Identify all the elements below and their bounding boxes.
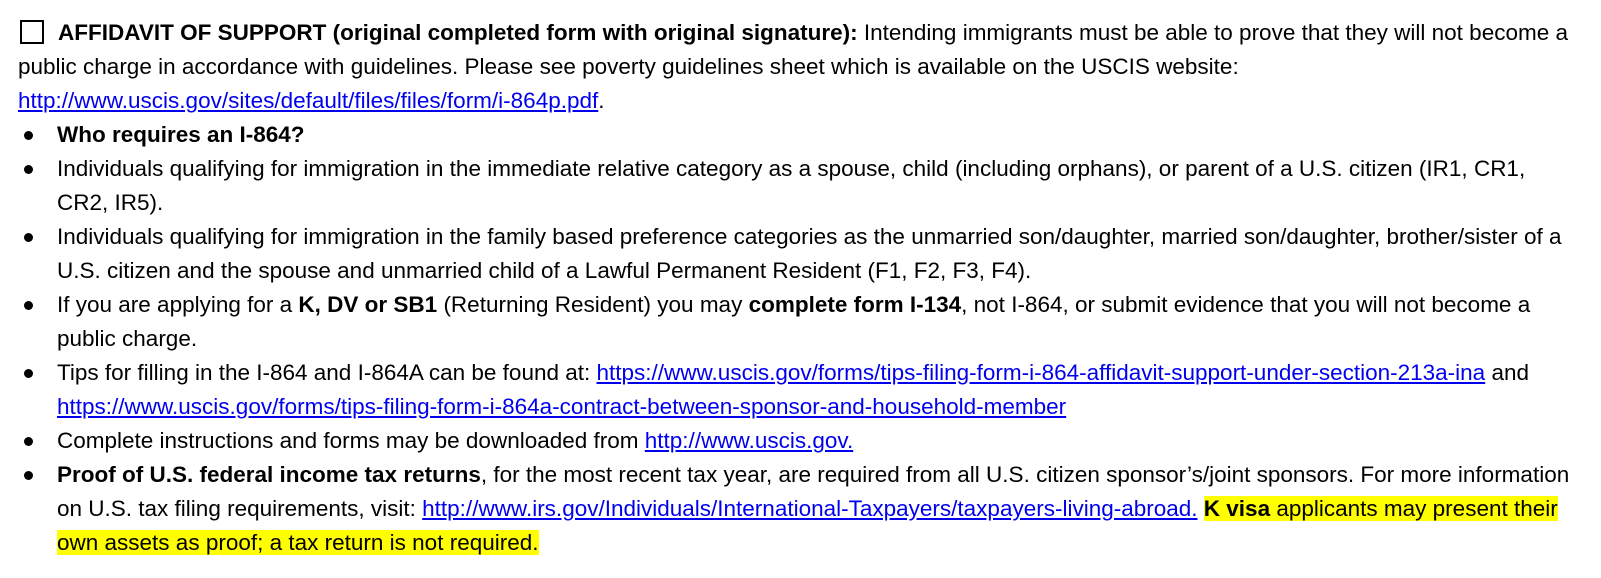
list-item: [18, 152, 1578, 220]
list-item: [18, 424, 1578, 458]
affidavit-intro-text: Intending immigrants must be able to prove that they will not become a public charge in accordance with guidelines. Please see poverty guidelines sheet which is available on the USCIS website:: [18, 20, 1568, 79]
bullet-dot: [24, 471, 33, 480]
family-preference-text: Individuals qualifying for immigration in the family based preference categories as the unmarried son/daughter, married son/daughter, brother/sister of a U.S. citizen and the spouse and unmarried child of a Lawful Permanent Resident (F1, F2, F3, F4).: [57, 224, 1562, 283]
affidavit-heading: AFFIDAVIT OF SUPPORT (original completed form with original signature):: [58, 20, 858, 45]
bullet-dot: [24, 233, 33, 242]
k-dv-sb1-text-3: , not I-864, or submit evidence that you will not become a public charge.: [57, 292, 1531, 351]
immediate-relative-text: Individuals qualifying for immigration in the immediate relative category as a spouse, child (including orphans), or parent of a U.S. citizen (IR1, CR1, CR2, IR5).: [57, 156, 1526, 215]
bullet-dot: [24, 131, 33, 140]
intro-period: .: [598, 88, 605, 113]
bullet-dot: [24, 165, 33, 174]
tax-returns-text: , for the most recent tax year, are required from all U.S. citizen sponsor’s/joint sponsors. For more information on U.S. tax filing requirements, visit:: [57, 462, 1570, 521]
irs-taxpayers-abroad-link[interactable]: http://www.irs.gov/Individuals/International-Taxpayers/taxpayers-living-abroad.: [422, 496, 1198, 521]
k-visa-bold: K visa: [1203, 496, 1271, 521]
requirements-list: [18, 118, 1578, 560]
uscis-home-link[interactable]: http://www.uscis.gov.: [644, 428, 854, 453]
i864-tips-link[interactable]: https://www.uscis.gov/forms/tips-filing-form-i-864-affidavit-support-under-section-213a-ina: [596, 360, 1486, 385]
k-visa-text: applicants may present their own assets as proof; a tax return is not required.: [57, 496, 1558, 555]
bullet-dot: [24, 369, 33, 378]
list-item: [18, 356, 1578, 424]
affidavit-intro-paragraph: [18, 16, 1578, 118]
bullet-dot: [24, 301, 33, 310]
complete-i134-bold: complete form I-134: [748, 292, 962, 317]
instructions-text: Complete instructions and forms may be downloaded from: [57, 428, 645, 453]
tips-text-1: Tips for filling in the I-864 and I-864A can be found at:: [57, 360, 597, 385]
bullet-dot: [24, 437, 33, 446]
proof-tax-returns-bold: Proof of U.S. federal income tax returns: [57, 462, 481, 487]
list-item: [18, 458, 1578, 560]
i864a-tips-link[interactable]: https://www.uscis.gov/forms/tips-filing-form-i-864a-contract-between-sponsor-and-household-member: [57, 394, 1067, 419]
k-dv-sb1-text-1: If you are applying for a: [57, 292, 299, 317]
poverty-guidelines-link[interactable]: http://www.uscis.gov/sites/default/files/files/form/i-864p.pdf: [18, 88, 599, 113]
who-requires-heading: Who requires an I-864?: [57, 122, 305, 147]
affidavit-checkbox[interactable]: [20, 20, 44, 44]
list-item: [18, 288, 1578, 356]
list-item: [18, 220, 1578, 288]
tips-and: and: [1485, 360, 1529, 385]
k-dv-sb1-text-2: (Returning Resident) you may: [437, 292, 749, 317]
k-dv-sb1-bold: K, DV or SB1: [298, 292, 438, 317]
list-item: [18, 118, 1578, 152]
